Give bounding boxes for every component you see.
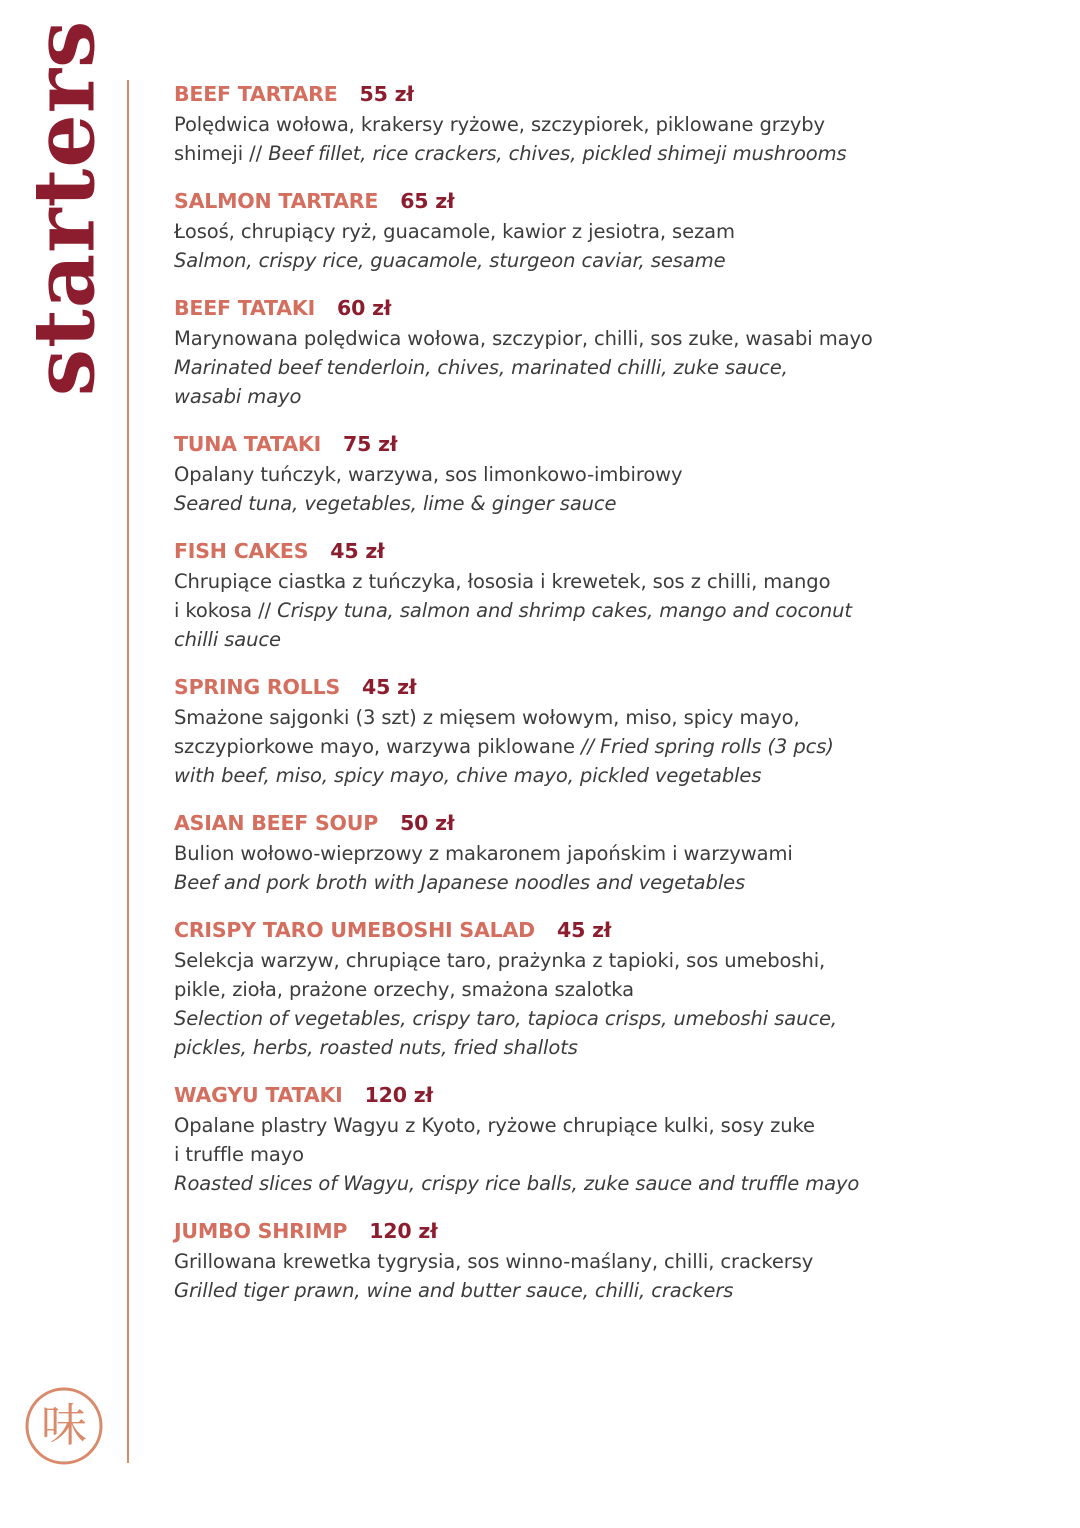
menu-item-description-line	[174, 975, 1034, 1004]
menu-item-name: BEEF TATAKI	[174, 296, 316, 320]
menu-item-description-line	[174, 596, 1034, 625]
description-english: Salmon, crispy rice, guacamole, sturgeon caviar, sesame	[174, 249, 726, 272]
description-english: Seared tuna, vegetables, lime & ginger sauce	[174, 492, 617, 515]
menu-item-name: SALMON TARTARE	[174, 189, 379, 213]
menu-item-price: 55 zł	[359, 82, 414, 106]
menu-item-header	[174, 185, 1034, 217]
section-title-wrapper	[14, 18, 114, 398]
vertical-divider	[127, 80, 129, 1463]
description-polish: shimeji //	[174, 142, 269, 165]
menu-item-price: 50 zł	[400, 811, 455, 835]
menu-item-description-line	[174, 382, 1034, 411]
menu-item-price: 120 zł	[369, 1219, 438, 1243]
menu-item-description-line	[174, 246, 1034, 275]
description-english: Beef fillet, rice crackers, chives, pickled shimeji mushrooms	[268, 142, 847, 165]
menu-item-description-line	[174, 489, 1034, 518]
menu-item	[174, 1215, 1034, 1305]
description-english: Selection of vegetables, crispy taro, tapioca crisps, umeboshi sauce,	[174, 1007, 838, 1030]
description-polish: i kokosa //	[174, 599, 278, 622]
description-polish: Grillowana krewetka tygrysia, sos winno-maślany, chilli, crackersy	[174, 1250, 814, 1273]
menu-item-description-line	[174, 703, 1034, 732]
description-english: Roasted slices of Wagyu, crispy rice balls, zuke sauce and truffle mayo	[174, 1172, 860, 1195]
description-english: pickles, herbs, roasted nuts, fried shallots	[174, 1036, 578, 1059]
description-english: Crispy tuna, salmon and shrimp cakes, mango and coconut	[277, 599, 852, 622]
menu-item-price: 120 zł	[364, 1083, 433, 1107]
menu-item-description-line	[174, 1111, 1034, 1140]
menu-item-price: 75 zł	[343, 432, 398, 456]
aji-kanji-circle-logo-icon	[24, 1386, 104, 1466]
menu-item-description-line	[174, 761, 1034, 790]
menu-item	[174, 428, 1034, 518]
menu-item-header	[174, 428, 1034, 460]
section-title: starters	[14, 19, 114, 397]
menu-item-description-line	[174, 1033, 1034, 1062]
description-polish: Opalane plastry Wagyu z Kyoto, ryżowe chrupiące kulki, sosy zuke	[174, 1114, 815, 1137]
description-polish: Opalany tuńczyk, warzywa, sos limonkowo-imbirowy	[174, 463, 683, 486]
description-english: with beef, miso, spicy mayo, chive mayo, pickled vegetables	[174, 764, 762, 787]
menu-item-name: CRISPY TARO UMEBOSHI SALAD	[174, 918, 535, 942]
menu-item	[174, 807, 1034, 897]
description-polish: Marynowana polędwica wołowa, szczypior, chilli, sos zuke, wasabi mayo	[174, 327, 873, 350]
menu-item-description-line	[174, 1247, 1034, 1276]
menu-item	[174, 671, 1034, 790]
description-polish: pikle, zioła, prażone orzechy, smażona szalotka	[174, 978, 634, 1001]
description-polish: Polędwica wołowa, krakersy ryżowe, szczypiorek, piklowane grzyby	[174, 113, 825, 136]
description-polish: i truffle mayo	[174, 1143, 304, 1166]
menu-item-description-line	[174, 732, 1034, 761]
description-polish: Selekcja warzyw, chrupiące taro, prażynka z tapioki, sos umeboshi,	[174, 949, 826, 972]
description-english: wasabi mayo	[174, 385, 302, 408]
menu-item-description-line	[174, 567, 1034, 596]
menu-item-description-line	[174, 868, 1034, 897]
menu-item-name: SPRING ROLLS	[174, 675, 341, 699]
menu-item-header	[174, 807, 1034, 839]
description-polish: Chrupiące ciastka z tuńczyka, łososia i krewetek, sos z chilli, mango	[174, 570, 831, 593]
menu-item-price: 60 zł	[337, 296, 392, 320]
description-english: Beef and pork broth with Japanese noodles and vegetables	[174, 871, 746, 894]
menu-item	[174, 914, 1034, 1062]
menu-list	[174, 78, 1034, 1322]
menu-item-description-line	[174, 110, 1034, 139]
menu-item-name: FISH CAKES	[174, 539, 309, 563]
menu-item-header	[174, 78, 1034, 110]
menu-item-description-line	[174, 1276, 1034, 1305]
menu-item-description-line	[174, 139, 1034, 168]
menu-item-description-line	[174, 946, 1034, 975]
menu-item-price: 45 zł	[330, 539, 385, 563]
description-polish: Bulion wołowo-wieprzowy z makaronem japońskim i warzywami	[174, 842, 793, 865]
description-polish: Łosoś, chrupiący ryż, guacamole, kawior z jesiotra, sezam	[174, 220, 735, 243]
logo-glyph: 味	[41, 1398, 87, 1452]
menu-item-header	[174, 1215, 1034, 1247]
menu-item-name: JUMBO SHRIMP	[174, 1219, 348, 1243]
description-polish: Smażone sajgonki (3 szt) z mięsem wołowym, miso, spicy mayo,	[174, 706, 800, 729]
menu-item-price: 45 zł	[362, 675, 417, 699]
description-english: Grilled tiger prawn, wine and butter sauce, chilli, crackers	[174, 1279, 734, 1302]
menu-item-name: ASIAN BEEF SOUP	[174, 811, 379, 835]
menu-item-header	[174, 535, 1034, 567]
description-english: chilli sauce	[174, 628, 281, 651]
menu-item-price: 65 zł	[400, 189, 455, 213]
menu-item-name: WAGYU TATAKI	[174, 1083, 343, 1107]
menu-item	[174, 185, 1034, 275]
description-english: Marinated beef tenderloin, chives, marinated chilli, zuke sauce,	[174, 356, 788, 379]
menu-item-name: BEEF TARTARE	[174, 82, 338, 106]
menu-item-description-line	[174, 324, 1034, 353]
menu-item	[174, 535, 1034, 654]
menu-item-description-line	[174, 460, 1034, 489]
menu-item	[174, 78, 1034, 168]
menu-item-description-line	[174, 353, 1034, 382]
menu-item-description-line	[174, 217, 1034, 246]
description-polish: szczypiorkowe mayo, warzywa piklowane	[174, 735, 581, 758]
menu-item-description-line	[174, 1140, 1034, 1169]
menu-item-description-line	[174, 1004, 1034, 1033]
menu-item-price: 45 zł	[557, 918, 612, 942]
menu-item-description-line	[174, 839, 1034, 868]
menu-item-description-line	[174, 625, 1034, 654]
menu-item-header	[174, 1079, 1034, 1111]
menu-item	[174, 1079, 1034, 1198]
description-english: // Fried spring rolls (3 pcs)	[581, 735, 834, 758]
menu-item-header	[174, 671, 1034, 703]
menu-item-description-line	[174, 1169, 1034, 1198]
menu-item	[174, 292, 1034, 411]
menu-item-header	[174, 292, 1034, 324]
menu-item-header	[174, 914, 1034, 946]
menu-item-name: TUNA TATAKI	[174, 432, 322, 456]
